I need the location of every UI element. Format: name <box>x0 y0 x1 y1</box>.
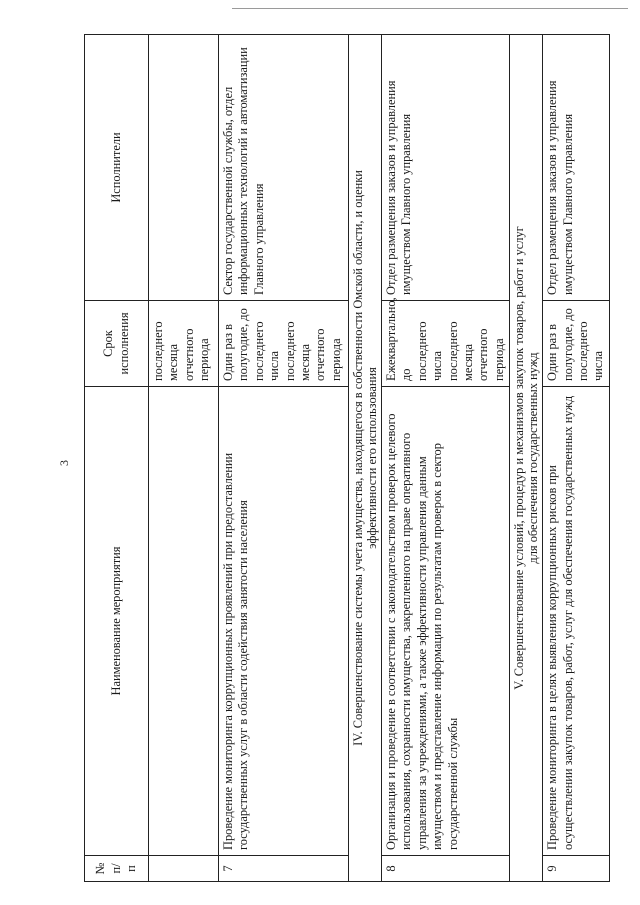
header-term: Срок исполнения <box>85 301 149 387</box>
section-heading-row <box>349 35 382 882</box>
section-heading-line2: эффективности его использования <box>365 367 379 549</box>
rotated-page <box>84 35 606 882</box>
section-heading-line1: IV. Совершенствование системы учета имущества, находящегося в собственности Омской области, и оценки <box>351 170 365 746</box>
row-num: 7 <box>219 856 349 882</box>
row-executors: Отдел размещения заказов и управления имуществом Главного управления <box>382 35 510 301</box>
row-name: Проведение мониторинга в целях выявления коррупционных рисков при осуществлении закупок товаров, работ, услуг для обеспечения государственных нужд <box>543 387 610 856</box>
table-header-row <box>85 35 149 882</box>
row-term: последнего месяца отчетного периода <box>149 301 219 387</box>
page-number: 3 <box>57 460 71 466</box>
table-row <box>382 35 510 882</box>
section-heading-line1: V. Совершенствование условий, процедур и механизмов закупок товаров, работ и услуг <box>512 226 527 690</box>
header-num: № п/п <box>85 856 149 882</box>
header-name: Наименование мероприятия <box>85 387 149 856</box>
row-term: Ежеквартально, до последнего числа последнего месяца отчетного периода <box>382 301 510 387</box>
row-name <box>149 387 219 856</box>
measures-table <box>84 34 610 882</box>
row-name: Организация и проведение в соответствии с законодательством проверок целевого использования, сохранности имущества, закрепленного на праве оперативного управления за учреждениями, а также эффективности управления данным имуществом и представление информации по результатам проверок в сектор государственной службы <box>382 387 510 856</box>
row-term: Один раз в полугодие, до последнего числа последнего месяца отчетного периода <box>219 301 349 387</box>
section-heading-row <box>510 35 543 882</box>
section-heading <box>349 35 382 882</box>
table-row <box>149 35 219 882</box>
section-heading-line2: для обеспечения государственных нужд <box>526 352 541 564</box>
table-row <box>219 35 349 882</box>
row-name: Проведение мониторинга коррупционных проявлений при предоставлении государственных услуг в области содействия занятости населения <box>219 387 349 856</box>
scan-top-line <box>232 8 628 9</box>
row-num: 9 <box>543 856 610 882</box>
row-num: 8 <box>382 856 510 882</box>
row-executors <box>149 35 219 301</box>
row-executors: Отдел размещения заказов и управления имуществом Главного управления <box>543 35 610 301</box>
row-executors: Сектор государственной службы, отдел информационных технологий и автоматизации Главного управления <box>219 35 349 301</box>
table-row <box>543 35 610 882</box>
row-term: Один раз в полугодие, до последнего числа <box>543 301 610 387</box>
section-heading <box>510 35 543 882</box>
row-num <box>149 856 219 882</box>
header-executors: Исполнители <box>85 35 149 301</box>
